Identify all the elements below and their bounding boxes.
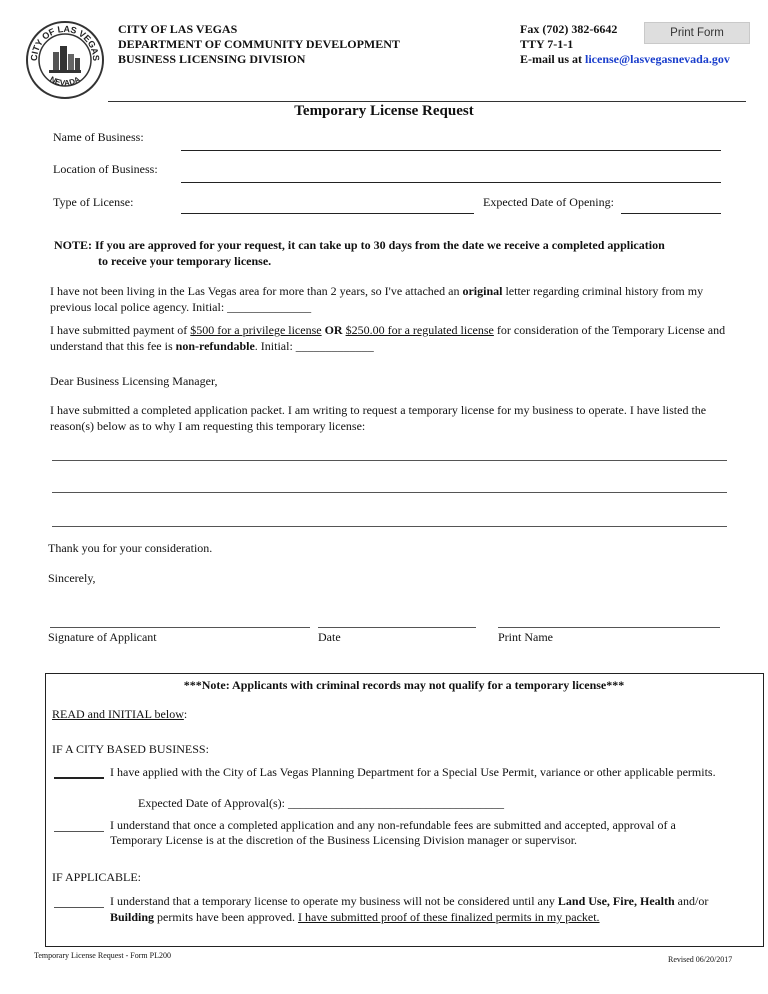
business-location-label: Location of Business: [53, 162, 158, 176]
tty-number: TTY 7-1-1 [520, 37, 574, 51]
initial-field-1[interactable] [54, 777, 104, 779]
reason-line-1[interactable] [52, 460, 727, 461]
discretion-statement: I understand that once a completed application and any non-refundable fees are submitted and accepted, approval of a Temporary License is at the discretion of the Business Licensing Division manager or supervisor. [110, 818, 676, 847]
initial-field-2[interactable] [54, 831, 104, 832]
city-business-heading: IF A CITY BASED BUSINESS: [52, 742, 209, 756]
form-title: Temporary License Request [294, 103, 474, 119]
approval-note-line-1: NOTE: If you are approved for your request, it can take up to 30 days from the date we receive a completed application [54, 238, 665, 252]
form-number: Temporary License Request - Form PL200 [34, 951, 171, 960]
proof-statement: I have submitted proof of these finalized permits in my packet. [297, 910, 600, 924]
fee-text-a: I have submitted payment of [50, 323, 191, 337]
org-line-3: BUSINESS LICENSING DIVISION [118, 52, 306, 66]
building-permit: Building [110, 910, 155, 924]
email-prefix: E-mail us at [520, 52, 586, 66]
business-name-field[interactable] [181, 150, 721, 151]
opening-date-field[interactable] [621, 213, 721, 214]
reason-line-3[interactable] [52, 526, 727, 527]
svg-text:CITY OF LAS VEGAS: CITY OF LAS VEGAS [28, 23, 102, 62]
svg-text:NEVADA: NEVADA [48, 74, 82, 88]
sincerely-text: Sincerely, [48, 571, 96, 585]
salutation: Dear Business Licensing Manager, [50, 374, 218, 388]
date-field[interactable] [318, 627, 476, 628]
license-type-label: Type of License: [53, 195, 134, 209]
approval-date-line: Expected Date of Approval(s): ____________________________________ [138, 796, 504, 810]
thanks-text: Thank you for your consideration. [48, 541, 213, 555]
city-seal-logo [25, 20, 105, 100]
email-line [520, 52, 730, 67]
permits-text-a: I understand that a temporary license to operate my business will not be considered until any [110, 894, 558, 908]
fee-text-c: . Initial: _____________ [254, 339, 374, 353]
permits-text-c: permits have been approved. [154, 910, 298, 924]
print-form-button[interactable]: Print Form [644, 22, 750, 44]
signature-label: Signature of Applicant [48, 630, 157, 644]
date-label: Date [318, 630, 341, 644]
criminal-record-warning: ***Note: Applicants with criminal records may not qualify for a temporary license*** [183, 678, 625, 692]
org-line-1: CITY OF LAS VEGAS [118, 22, 238, 36]
criminal-history-statement [50, 283, 730, 315]
read-initial-colon: : [183, 707, 188, 721]
if-applicable-heading: IF APPLICABLE: [52, 870, 142, 884]
org-header [118, 22, 400, 67]
read-initial-text: READ and INITIAL below [52, 707, 184, 721]
org-line-2: DEPARTMENT OF COMMUNITY DEVELOPMENT [118, 37, 400, 51]
initial-field-3[interactable] [54, 907, 104, 908]
business-location-field[interactable] [181, 182, 721, 183]
privilege-fee: $500 for a privilege license [190, 323, 322, 337]
request-statement: I have submitted a completed application packet. I am writing to request a temporary license for my business to operate. I have listed the reason(s) below as to why I am requesting this temporary license: [50, 403, 707, 433]
criminal-history-text-b: letter regarding criminal history from my previous local police agency. Initial: ______________ [50, 284, 704, 314]
non-refundable-emphasis: non-refundable [175, 339, 255, 353]
permits-text-b: and/or [674, 894, 709, 908]
read-initial-instruction [52, 707, 187, 722]
print-name-label: Print Name [498, 630, 553, 644]
fee-statement [50, 322, 730, 354]
print-name-field[interactable] [498, 627, 720, 628]
signature-field[interactable] [50, 627, 310, 628]
business-name-label: Name of Business: [53, 130, 144, 144]
fee-text-b: for consideration of the Temporary License and understand that this fee is [50, 323, 726, 353]
license-type-field[interactable] [181, 213, 474, 214]
reason-line-2[interactable] [52, 492, 727, 493]
opening-date-label: Expected Date of Opening: [483, 195, 614, 209]
fee-or: OR [321, 323, 346, 337]
header-divider [108, 101, 746, 102]
regulated-fee: $250.00 for a regulated license [345, 323, 494, 337]
original-emphasis: original [462, 284, 503, 298]
permits-types: Land Use, Fire, Health [557, 894, 675, 908]
permits-statement [110, 893, 730, 925]
email-link[interactable]: license@lasvegasnevada.gov [585, 52, 730, 66]
approval-note [54, 237, 724, 269]
fax-number: Fax (702) 382-6642 [520, 22, 618, 36]
planning-permit-statement: I have applied with the City of Las Vegas Planning Department for a Special Use Permit, variance or other applicable permits. [110, 765, 716, 779]
criminal-history-text-a: I have not been living in the Las Vegas area for more than 2 years, so I've attached an [50, 284, 463, 298]
revision-date: Revised 06/20/2017 [668, 955, 733, 964]
approval-note-line-2: to receive your temporary license. [98, 254, 272, 268]
